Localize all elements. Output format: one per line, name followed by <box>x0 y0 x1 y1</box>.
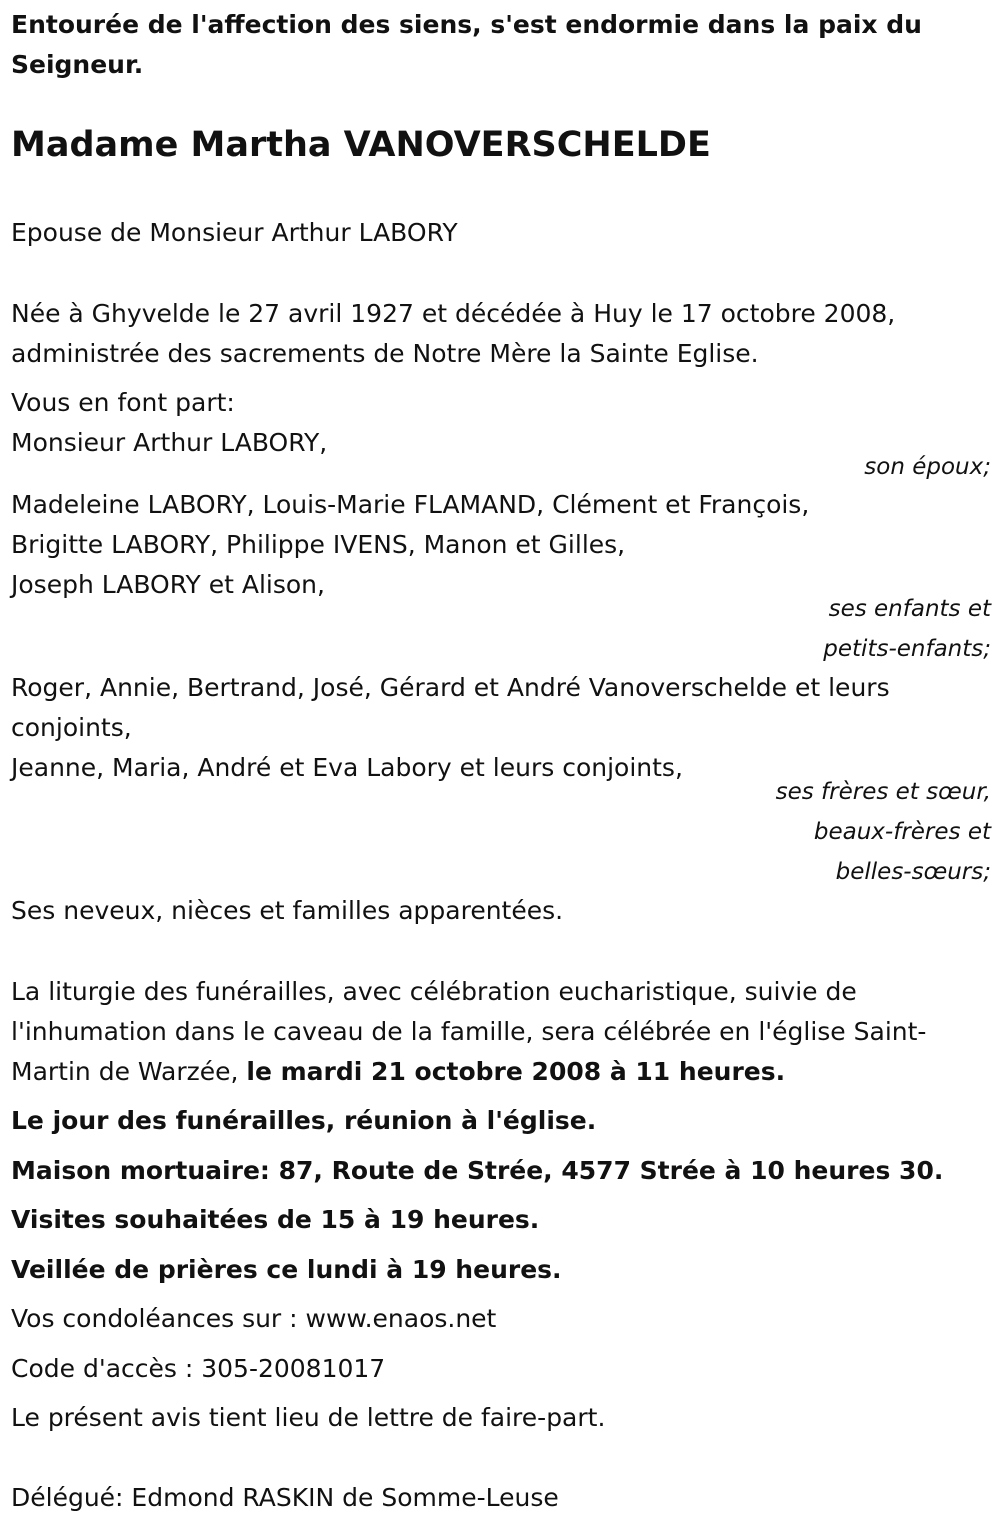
announcer-spouse: Monsieur Arthur LABORY, <box>11 428 328 457</box>
other-relatives: Ses neveux, nièces et familles apparentées. <box>11 896 564 925</box>
role-spouse: son époux; <box>864 454 991 480</box>
spouse-line: Epouse de Monsieur Arthur LABORY <box>11 218 458 247</box>
intro-line-1: Entourée de l'affection des siens, s'est endormie dans la paix du <box>11 10 922 39</box>
role-siblings: ses frères et sœur, <box>775 779 991 805</box>
liturgy-date: le mardi 21 octobre 2008 à 11 heures. <box>246 1057 786 1086</box>
delegate-line: Délégué: Edmond RASKIN de Somme-Leuse <box>11 1483 559 1512</box>
children-line: Brigitte LABORY, Philippe IVENS, Manon et Gilles, <box>11 530 626 559</box>
condolences-line: Vos condoléances sur : www.enaos.net <box>11 1304 497 1333</box>
meeting-line: Le jour des funérailles, réunion à l'église. <box>11 1106 597 1135</box>
visits-line: Visites souhaitées de 15 à 19 heures. <box>11 1205 540 1234</box>
role-siblings: belles-sœurs; <box>835 859 991 885</box>
liturgy-place: Martin de Warzée, <box>11 1057 247 1086</box>
intro-line-2: Seigneur. <box>11 50 144 79</box>
notice-line: Le présent avis tient lieu de lettre de faire-part. <box>11 1403 606 1432</box>
siblings-line: Jeanne, Maria, André et Eva Labory et leurs conjoints, <box>11 753 683 782</box>
children-line: Madeleine LABORY, Louis-Marie FLAMAND, Clément et François, <box>11 490 810 519</box>
deceased-name: Madame Martha VANOVERSCHELDE <box>11 125 711 165</box>
birth-death-line-1: Née à Ghyvelde le 27 avril 1927 et décédée à Huy le 17 octobre 2008, <box>11 299 896 328</box>
role-siblings: beaux-frères et <box>813 819 991 845</box>
siblings-line: Roger, Annie, Bertrand, José, Gérard et André Vanoverschelde et leurs <box>11 673 890 702</box>
funeral-home-line: Maison mortuaire: 87, Route de Strée, 4577 Strée à 10 heures 30. <box>11 1156 944 1185</box>
role-children: petits-enfants; <box>823 636 991 662</box>
liturgy-line-1: La liturgie des funérailles, avec célébration eucharistique, suivie de <box>11 977 857 1006</box>
vigil-line: Veillée de prières ce lundi à 19 heures. <box>11 1255 562 1284</box>
access-code-line: Code d'accès : 305-20081017 <box>11 1354 386 1383</box>
liturgy-line-2: l'inhumation dans le caveau de la famille, sera célébrée en l'église Saint- <box>11 1017 927 1046</box>
children-line: Joseph LABORY et Alison, <box>11 570 325 599</box>
role-children: ses enfants et <box>828 596 991 622</box>
liturgy-line-3 <box>11 1052 785 1092</box>
siblings-line: conjoints, <box>11 713 132 742</box>
birth-death-line-2: administrée des sacrements de Notre Mère la Sainte Eglise. <box>11 339 759 368</box>
announcers-heading: Vous en font part: <box>11 388 235 417</box>
